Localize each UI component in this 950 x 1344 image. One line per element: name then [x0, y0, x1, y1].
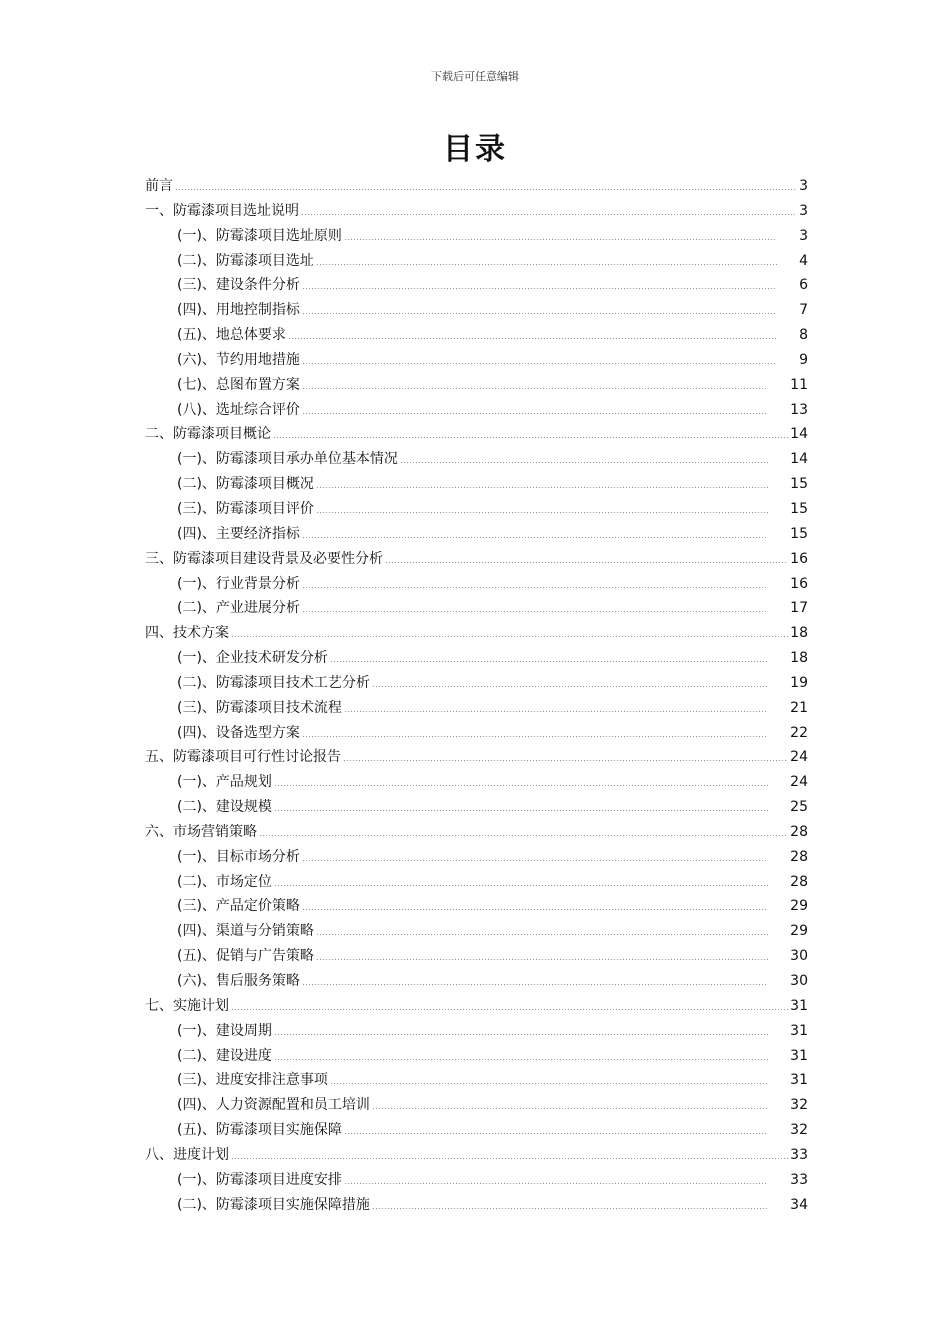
toc-entry-page: 14	[790, 426, 808, 443]
toc-entry[interactable]	[145, 398, 808, 423]
toc-entry-page: 28	[790, 873, 808, 890]
toc-entry[interactable]	[145, 224, 808, 249]
toc-entry[interactable]	[145, 795, 808, 820]
toc-entry-page: 15	[790, 525, 808, 542]
toc-entry-page: 22	[790, 724, 808, 741]
toc-entry[interactable]	[145, 572, 808, 597]
toc-leader-dots	[288, 325, 777, 339]
toc-entry[interactable]	[145, 621, 808, 646]
toc-entry[interactable]	[145, 447, 808, 472]
toc-leader-dots	[302, 971, 768, 985]
toc-entry[interactable]	[145, 298, 808, 323]
toc-entry-page: 19	[790, 674, 808, 691]
toc-entry-page: 25	[790, 799, 808, 816]
toc-leader-dots	[400, 449, 768, 463]
toc-entry[interactable]	[145, 1118, 808, 1143]
toc-entry-text[interactable]: (四)、设备选型方案	[177, 724, 300, 741]
toc-leader-dots	[301, 201, 797, 215]
toc-entry-page: 30	[790, 948, 808, 965]
toc-entry-text[interactable]: (一)、防霉漆项目承办单位基本情况	[177, 451, 398, 468]
toc-entry[interactable]	[145, 696, 808, 721]
toc-leader-dots	[302, 400, 768, 414]
toc-entry-text[interactable]: (一)、行业背景分析	[177, 575, 300, 592]
toc-entry-text[interactable]: (二)、防霉漆项目实施保障措施	[177, 1196, 370, 1213]
toc-entry-text[interactable]: (五)、促销与广告策略	[177, 948, 314, 965]
toc-entry-page: 33	[790, 1146, 808, 1163]
toc-leader-dots	[302, 350, 777, 364]
toc-entry[interactable]	[145, 348, 808, 373]
toc-leader-dots	[231, 623, 788, 637]
toc-leader-dots	[302, 574, 768, 588]
toc-entry-text[interactable]: (三)、防霉漆项目技术流程	[177, 699, 342, 716]
toc-entry-text[interactable]: (六)、售后服务策略	[177, 973, 300, 989]
toc-entry[interactable]	[145, 547, 808, 572]
toc-entry-text[interactable]: (四)、主要经济指标	[177, 525, 300, 542]
toc-entry-text[interactable]: (一)、企业技术研发分析	[177, 650, 328, 667]
toc-entry-page: 29	[790, 898, 808, 915]
toc-entry-text[interactable]: (二)、产业进展分析	[177, 600, 300, 617]
toc-entry-page: 15	[790, 500, 808, 517]
toc-entry[interactable]	[145, 1168, 808, 1193]
toc-leader-dots	[343, 747, 788, 761]
toc-entry-page: 6	[799, 277, 808, 294]
toc-entry-text[interactable]: (三)、防霉漆项目评价	[177, 500, 314, 517]
toc-entry[interactable]	[145, 944, 808, 969]
toc-entry-text[interactable]: (二)、防霉漆项目概况	[177, 476, 314, 493]
toc-entry-text[interactable]: (二)、市场定位	[177, 873, 272, 890]
toc-entry[interactable]	[145, 373, 808, 398]
toc-entry-text[interactable]: (六)、节约用地措施	[177, 351, 300, 368]
toc-leader-dots	[344, 1170, 768, 1184]
toc-leader-dots	[231, 1145, 788, 1159]
toc-entry[interactable]	[145, 721, 808, 746]
toc-leader-dots	[259, 822, 788, 836]
toc-leader-dots	[344, 226, 777, 240]
toc-entry-text[interactable]: (三)、建设条件分析	[177, 277, 300, 294]
toc-entry-page: 31	[790, 1022, 808, 1039]
toc-leader-dots	[302, 375, 768, 389]
toc-entry-text[interactable]: (五)、地总体要求	[177, 327, 286, 344]
toc-entry-page: 14	[790, 451, 808, 468]
toc-entry-text[interactable]: 三、防霉漆项目建设背景及必要性分析	[145, 550, 383, 567]
toc-entry-page: 18	[790, 625, 808, 642]
toc-entry-text[interactable]: (四)、人力资源配置和员工培训	[177, 1097, 370, 1114]
toc-entry-page: 28	[790, 848, 808, 865]
toc-leader-dots	[316, 474, 768, 488]
toc-entry-text[interactable]: 五、防霉漆项目可行性讨论报告	[145, 749, 341, 766]
toc-leader-dots	[385, 549, 788, 563]
toc-entry-text[interactable]: (四)、用地控制指标	[177, 302, 300, 319]
toc-entry-page: 18	[790, 650, 808, 667]
toc-entry[interactable]	[145, 845, 808, 870]
toc-entry-page: 7	[799, 302, 808, 319]
toc-entry-text[interactable]: (三)、产品定价策略	[177, 898, 300, 915]
toc-entry[interactable]	[145, 472, 808, 497]
toc-leader-dots	[372, 1095, 768, 1109]
toc-entry-text[interactable]: 四、技术方案	[145, 625, 229, 642]
toc-entry-page: 32	[790, 1122, 808, 1139]
toc-entry-text[interactable]: 八、进度计划	[145, 1146, 229, 1163]
toc-entry-text[interactable]: (五)、防霉漆项目实施保障	[177, 1122, 342, 1139]
toc-entry-text[interactable]: (八)、选址综合评价	[177, 401, 300, 418]
toc-leader-dots	[316, 946, 768, 960]
toc-entry-text[interactable]: 二、防霉漆项目概论	[145, 426, 271, 443]
toc-leader-dots	[372, 1195, 768, 1209]
toc-entry-page: 30	[790, 973, 808, 989]
toc-entry-page: 33	[790, 1171, 808, 1188]
toc-entry-page: 9	[799, 351, 808, 368]
toc-entry[interactable]	[145, 969, 808, 994]
toc-entry[interactable]	[145, 323, 808, 348]
toc-entry[interactable]	[145, 422, 808, 447]
toc-entry-page: 3	[799, 178, 808, 194]
toc-entry-page: 4	[799, 252, 808, 269]
toc-leader-dots	[344, 698, 768, 712]
toc-entry-page: 24	[790, 749, 808, 766]
toc-entry-text[interactable]: (一)、防霉漆项目进度安排	[177, 1171, 342, 1188]
toc-entry-page: 16	[790, 575, 808, 592]
toc-entry[interactable]	[145, 745, 808, 770]
toc-leader-dots	[302, 723, 768, 737]
toc-leader-dots	[330, 1070, 768, 1084]
toc-leader-dots	[231, 996, 788, 1010]
toc-entry-page: 32	[790, 1097, 808, 1114]
toc-entry[interactable]	[145, 994, 808, 1019]
toc-leader-dots	[273, 424, 788, 438]
header-note: 下载后可任意编辑	[431, 70, 519, 83]
toc-entry[interactable]	[145, 1019, 808, 1044]
toc-leader-dots	[316, 921, 768, 935]
toc-entry[interactable]	[145, 273, 808, 298]
toc-entry-text[interactable]: (一)、建设周期	[177, 1022, 272, 1039]
toc-entry[interactable]	[145, 1193, 808, 1218]
toc-entry[interactable]	[145, 671, 808, 696]
toc-entry-page: 3	[799, 227, 808, 244]
toc-leader-dots	[316, 251, 777, 265]
toc-entry-page: 31	[790, 1072, 808, 1089]
toc-leader-dots	[302, 896, 768, 910]
toc-entry-page: 28	[790, 823, 808, 840]
toc-entry-text[interactable]: (一)、产品规划	[177, 774, 272, 791]
toc-entry-text[interactable]: (一)、目标市场分析	[177, 848, 300, 865]
toc-entry-page: 29	[790, 923, 808, 940]
toc-entry[interactable]	[145, 894, 808, 919]
toc-entry[interactable]	[145, 1093, 808, 1118]
toc-entry[interactable]	[145, 646, 808, 671]
toc-entry-page: 8	[799, 327, 808, 344]
toc-entry-page: 31	[790, 1047, 808, 1064]
toc-entry[interactable]	[145, 1143, 808, 1168]
toc-entry[interactable]	[145, 919, 808, 944]
toc-entry[interactable]	[145, 522, 808, 547]
toc-entry-text[interactable]: (二)、建设进度	[177, 1047, 272, 1064]
toc-entry-page: 11	[790, 376, 808, 393]
toc-leader-dots	[274, 872, 768, 886]
toc-entry[interactable]	[145, 770, 808, 795]
toc-entry-text[interactable]: 一、防霉漆项目选址说明	[145, 202, 299, 219]
toc-entry-page: 31	[790, 997, 808, 1014]
toc-entry-text[interactable]: (二)、防霉漆项目选址	[177, 252, 314, 269]
toc-title: 目录	[443, 132, 507, 167]
toc-leader-dots	[302, 524, 768, 538]
toc-entry[interactable]	[145, 870, 808, 895]
toc-leader-dots	[302, 300, 777, 314]
toc-entry-text[interactable]: (二)、防霉漆项目技术工艺分析	[177, 674, 370, 691]
toc-entry-text[interactable]: (四)、渠道与分销策略	[177, 923, 314, 940]
toc-entry[interactable]	[145, 199, 808, 224]
toc-leader-dots	[302, 598, 768, 612]
toc-entry-page: 34	[790, 1196, 808, 1213]
toc-entry[interactable]	[145, 497, 808, 522]
toc-leader-dots	[316, 499, 768, 513]
toc-leader-dots	[274, 1046, 768, 1060]
toc-leader-dots	[274, 1021, 768, 1035]
table-of-contents	[145, 174, 808, 1217]
toc-leader-dots	[330, 648, 768, 662]
toc-entry-text[interactable]: (二)、建设规模	[177, 799, 272, 816]
toc-entry-page: 24	[790, 774, 808, 791]
toc-entry[interactable]	[145, 1044, 808, 1069]
toc-entry-page: 3	[799, 202, 808, 219]
toc-entry[interactable]	[145, 1068, 808, 1093]
toc-entry-page: 16	[790, 550, 808, 567]
toc-entry-text[interactable]: 七、实施计划	[145, 997, 229, 1014]
toc-entry-text[interactable]: 六、市场营销策略	[145, 823, 257, 840]
toc-entry-text[interactable]: 前言	[145, 178, 173, 194]
toc-entry-page: 13	[790, 401, 808, 418]
toc-leader-dots	[344, 1120, 768, 1134]
toc-leader-dots	[372, 673, 768, 687]
toc-leader-dots	[175, 176, 797, 190]
toc-entry-text[interactable]: (一)、防霉漆项目选址原则	[177, 227, 342, 244]
toc-entry[interactable]	[145, 820, 808, 845]
toc-entry[interactable]	[145, 249, 808, 274]
toc-entry-text[interactable]: (七)、总图布置方案	[177, 376, 300, 393]
toc-entry[interactable]	[145, 174, 808, 199]
toc-leader-dots	[302, 275, 777, 289]
toc-entry-page: 21	[790, 699, 808, 716]
toc-entry-text[interactable]: (三)、进度安排注意事项	[177, 1072, 328, 1089]
toc-leader-dots	[274, 772, 768, 786]
toc-entry-page: 15	[790, 476, 808, 493]
toc-entry[interactable]	[145, 596, 808, 621]
toc-leader-dots	[274, 797, 768, 811]
toc-leader-dots	[302, 847, 768, 861]
toc-entry-page: 17	[790, 600, 808, 617]
